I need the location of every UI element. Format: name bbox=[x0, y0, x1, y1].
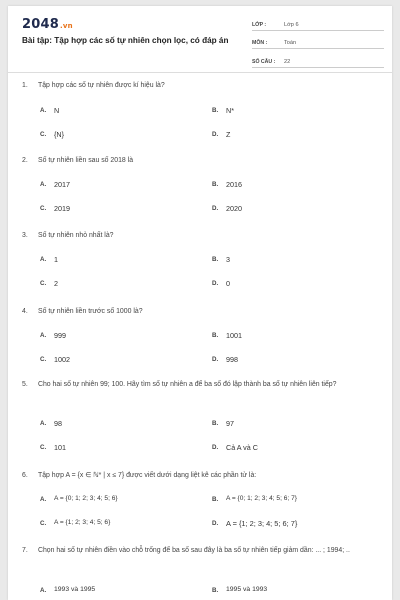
option-3a[interactable] bbox=[40, 255, 58, 264]
option-letter: D. bbox=[212, 520, 219, 527]
option-text: 2016 bbox=[226, 180, 242, 189]
option-letter: B. bbox=[212, 256, 219, 263]
option-letter: A. bbox=[40, 107, 47, 114]
meta-row-count bbox=[252, 51, 384, 68]
option-6d[interactable] bbox=[212, 519, 297, 528]
option-letter: A. bbox=[40, 256, 47, 263]
option-letter: A. bbox=[40, 496, 47, 503]
meta-row-subject bbox=[252, 33, 384, 50]
option-3b[interactable] bbox=[212, 255, 230, 264]
question-7 bbox=[22, 546, 384, 556]
question-1 bbox=[22, 81, 384, 91]
option-letter: D. bbox=[212, 444, 219, 451]
option-6a[interactable] bbox=[40, 495, 118, 503]
option-text: 2019 bbox=[54, 204, 70, 213]
question-number: 4. bbox=[22, 308, 28, 315]
option-letter: A. bbox=[40, 181, 47, 188]
option-5a[interactable] bbox=[40, 419, 62, 428]
option-text: 3 bbox=[226, 255, 230, 264]
logo-suffix: .vn bbox=[59, 22, 73, 30]
option-text: 98 bbox=[54, 419, 62, 428]
option-4d[interactable] bbox=[212, 355, 238, 364]
option-4a[interactable] bbox=[40, 331, 66, 340]
meta-key: SỐ CÂU : bbox=[252, 58, 276, 65]
option-letter: B. bbox=[212, 332, 219, 339]
option-letter: C. bbox=[40, 131, 47, 138]
option-2c[interactable] bbox=[40, 204, 70, 213]
option-2a[interactable] bbox=[40, 180, 70, 189]
option-letter: D. bbox=[212, 280, 219, 287]
option-2d[interactable] bbox=[212, 204, 242, 213]
question-5 bbox=[22, 380, 384, 390]
option-4c[interactable] bbox=[40, 355, 70, 364]
option-text: N bbox=[54, 106, 60, 115]
meta-key: LỚP : bbox=[252, 21, 267, 28]
meta-row-grade bbox=[252, 14, 384, 31]
question-text: Số tự nhiên nhỏ nhất là? bbox=[38, 232, 114, 239]
question-number: 6. bbox=[22, 472, 28, 479]
option-letter: B. bbox=[212, 181, 219, 188]
option-letter: D. bbox=[212, 356, 219, 363]
option-letter: A. bbox=[40, 587, 47, 594]
option-letter: D. bbox=[212, 131, 219, 138]
meta-value: Lớp 6 bbox=[284, 21, 299, 28]
option-text: {N} bbox=[54, 130, 64, 139]
meta-value: 22 bbox=[284, 58, 291, 65]
option-text: 0 bbox=[226, 279, 230, 288]
option-text: 1 bbox=[54, 255, 58, 264]
option-3c[interactable] bbox=[40, 279, 58, 288]
option-text: 1001 bbox=[226, 331, 242, 340]
option-letter: B. bbox=[212, 420, 219, 427]
option-letter: C. bbox=[40, 520, 47, 527]
option-text: 2017 bbox=[54, 180, 70, 189]
option-7b[interactable] bbox=[212, 586, 267, 594]
option-1a[interactable] bbox=[40, 106, 59, 115]
question-number: 1. bbox=[22, 82, 28, 89]
option-text: Z bbox=[226, 130, 231, 139]
question-3 bbox=[22, 231, 384, 241]
meta-info bbox=[252, 14, 384, 70]
option-1c[interactable] bbox=[40, 130, 64, 139]
option-letter: C. bbox=[40, 444, 47, 451]
option-6c[interactable] bbox=[40, 519, 110, 527]
option-3d[interactable] bbox=[212, 279, 230, 288]
meta-value: Toán bbox=[284, 40, 297, 46]
question-number: 7. bbox=[22, 547, 28, 554]
question-4 bbox=[22, 307, 384, 317]
question-text: Tập hợp các số tự nhiên được kí hiệu là? bbox=[38, 82, 165, 89]
worksheet bbox=[8, 6, 392, 600]
option-text: Cả A và C bbox=[226, 443, 258, 452]
option-text: 2 bbox=[54, 279, 58, 288]
question-text: Cho hai số tự nhiên 99; 100. Hãy tìm số tự nhiên a để ba số đó lập thành ba số tự nhiên liên tiếp? bbox=[38, 381, 337, 388]
option-letter: D. bbox=[212, 205, 219, 212]
option-text: 97 bbox=[226, 419, 234, 428]
option-6b[interactable] bbox=[212, 495, 297, 503]
worksheet-title: Bài tập: Tập hợp các số tự nhiên chọn lọc, có đáp án bbox=[22, 36, 229, 45]
question-text: Tập hợp A = {x ∈ ℕ* | x ≤ 7} được viết dưới dạng liệt kê các phần tử là: bbox=[38, 472, 257, 479]
option-text: 2020 bbox=[226, 204, 242, 213]
question-text: Số tự nhiên liền sau số 2018 là bbox=[38, 157, 134, 164]
option-text: A = {0; 1; 2; 3; 4; 5; 6} bbox=[54, 495, 118, 502]
option-5b[interactable] bbox=[212, 419, 234, 428]
option-text: N* bbox=[226, 106, 234, 115]
worksheet-header bbox=[8, 6, 392, 73]
option-letter: A. bbox=[40, 332, 47, 339]
option-text: A = {0; 1; 2; 3; 4; 5; 6; 7} bbox=[226, 495, 297, 502]
option-7a[interactable] bbox=[40, 586, 95, 594]
option-text: A = {1; 2; 3; 4; 5; 6} bbox=[54, 519, 111, 526]
meta-key: MÔN : bbox=[252, 40, 268, 46]
option-letter: C. bbox=[40, 280, 47, 287]
option-letter: B. bbox=[212, 496, 219, 503]
logo-text: 2048 bbox=[22, 17, 59, 32]
question-number: 2. bbox=[22, 157, 28, 164]
question-number: 5. bbox=[22, 381, 28, 388]
option-2b[interactable] bbox=[212, 180, 242, 189]
option-text: 1995 và 1993 bbox=[226, 586, 268, 593]
option-text: 101 bbox=[54, 443, 66, 452]
option-text: 999 bbox=[54, 331, 66, 340]
option-4b[interactable] bbox=[212, 331, 242, 340]
option-5c[interactable] bbox=[40, 443, 66, 452]
option-letter: A. bbox=[40, 420, 47, 427]
option-1d[interactable] bbox=[212, 130, 230, 139]
option-text: 998 bbox=[226, 355, 238, 364]
option-text: A = {1; 2; 3; 4; 5; 6; 7} bbox=[226, 519, 298, 528]
option-letter: C. bbox=[40, 356, 47, 363]
option-text: 1993 và 1995 bbox=[54, 586, 96, 593]
question-2 bbox=[22, 156, 384, 166]
option-text: 1002 bbox=[54, 355, 70, 364]
question-6 bbox=[22, 471, 384, 481]
question-number: 3. bbox=[22, 232, 28, 239]
option-letter: B. bbox=[212, 587, 219, 594]
option-1b[interactable] bbox=[212, 106, 234, 115]
option-5d[interactable] bbox=[212, 443, 258, 452]
option-letter: C. bbox=[40, 205, 47, 212]
question-text: Chọn hai số tự nhiên điền vào chỗ trống để ba số sau đây là ba số tự nhiên tiếp giảm dần: ... ; 1994; .. bbox=[38, 547, 350, 554]
question-text: Số tự nhiên liền trước số 1000 là? bbox=[38, 308, 143, 315]
option-letter: B. bbox=[212, 107, 219, 114]
site-logo[interactable] bbox=[22, 17, 73, 32]
